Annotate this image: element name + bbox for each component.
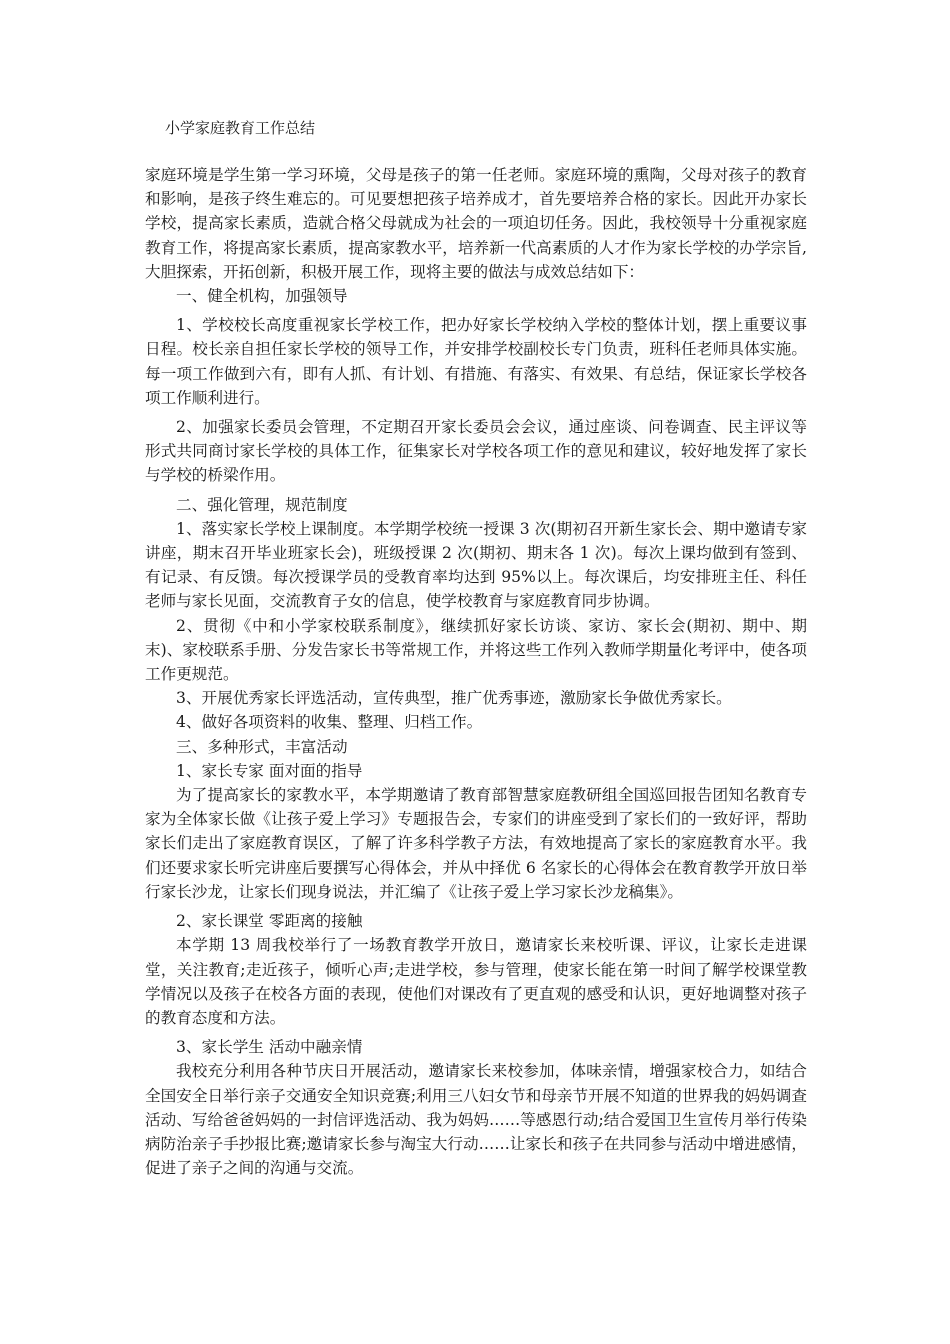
body-paragraph: 2、加强家长委员会管理，不定期召开家长委员会会议，通过座谈、问卷调查、民主评议等形式共同商讨家长学校的具体工作，征集家长对学校各项工作的意见和建议，较好地发挥了家长与学校的桥梁作用。 <box>145 418 807 485</box>
document-body <box>145 163 807 1180</box>
body-paragraph: 为了提高家长的家教水平，本学期邀请了教育部智慧家庭教研组全国巡回报告团知名教育专家为全体家长做《让孩子爱上学习》专题报告会，专家们的讲座受到了家长们的一致好评，帮助家长们走出了家庭教育误区，了解了许多科学教子方法，有效地提高了家长的家庭教育水平。我们还要求家长听完讲座后要撰写心得体会，并从中择优 6 名家长的心得体会在教育教学开放日举行家长沙龙，让家长们现身说法，并汇编了《让孩子爱上学习家长沙龙稿集》。 <box>145 786 807 901</box>
body-paragraph: 本学期 13 周我校举行了一场教育教学开放日，邀请家长来校听课、评议，让家长走进课堂，关注教育;走近孩子，倾听心声;走进学校，参与管理，使家长能在第一时间了解学校课堂教学情况以及孩子在校各方面的表现，使他们对课改有了更直观的感受和认识，更好地调整对孩子的教育态度和方法。 <box>145 936 807 1027</box>
section-heading-1: 一、健全机构，加强领导 <box>176 287 348 306</box>
body-paragraph: 我校充分利用各种节庆日开展活动，邀请家长来校参加，体味亲情，增强家校合力，如结合全国安全日举行亲子交通安全知识竞赛;利用三八妇女节和母亲节开展不知道的世界我的妈妈调查活动、写给爸爸妈妈的一封信评选活动、我为妈妈……等感恩行动;结合爱国卫生宣传月举行传染病防治亲子手抄报比赛;邀请家长参与淘宝大行动……让家长和孩子在共同参与活动中增进感情，促进了亲子之间的沟通与交流。 <box>145 1062 807 1178</box>
document-page <box>145 115 807 1180</box>
body-paragraph: 2、贯彻《中和小学家校联系制度》，继续抓好家长访谈、家访、家长会(期初、期中、期末)、家校联系手册、分发告家长书等常规工作，并将这些工作列入教师学期量化考评中，使各项工作更规范。 <box>145 616 807 684</box>
body-paragraph: 3、开展优秀家长评选活动，宣传典型，推广优秀事迹，激励家长争做优秀家长。 <box>176 689 732 708</box>
subsection-heading: 2、家长课堂 零距离的接触 <box>176 912 363 931</box>
body-paragraph: 1、落实家长学校上课制度。本学期学校统一授课 3 次(期初召开新生家长会、期中邀请专家讲座，期末召开毕业班家长会)，班级授课 2 次(期初、期末各 1 次)。每次上课均做到有签到、有记录、有反馈。每次授课学员的受教育率均达到 95%以上。每次课后，均安排班主任、科任老师与家长见面，交流教育子女的信息，使学校教育与家庭教育同步协调。 <box>145 519 807 611</box>
subsection-heading: 1、家长专家 面对面的指导 <box>176 761 363 780</box>
body-paragraph: 4、做好各项资料的收集、整理、归档工作。 <box>176 713 483 732</box>
section-heading-3: 三、多种形式，丰富活动 <box>176 737 348 756</box>
subsection-heading: 3、家长学生 活动中融亲情 <box>176 1038 363 1057</box>
intro-paragraph: 家庭环境是学生第一学习环境，父母是孩子的第一任老师。家庭环境的熏陶，父母对孩子的教育和影响，是孩子终生难忘的。可见要想把孩子培养成才，首先要培养合格的家长。因此开办家长学校，提高家长素质，造就合格父母就成为社会的一项迫切任务。因此，我校领导十分重视家庭教育工作，将提高家长素质，提高家教水平，培养新一代高素质的人才作为家长学校的办学宗旨,大胆探索，开拓创新，积极开展工作，现将主要的做法与成效总结如下： <box>145 166 807 281</box>
document-title: 小学家庭教育工作总结 <box>165 119 316 137</box>
section-heading-2: 二、强化管理，规范制度 <box>176 495 348 514</box>
body-paragraph: 1、学校校长高度重视家长学校工作，把办好家长学校纳入学校的整体计划，摆上重要议事日程。校长亲自担任家长学校的领导工作，并安排学校副校长专门负责，班科任老师具体实施。每一项工作做到六有，即有人抓、有计划、有措施、有落实、有效果、有总结，保证家长学校各项工作顺利进行。 <box>145 316 807 407</box>
